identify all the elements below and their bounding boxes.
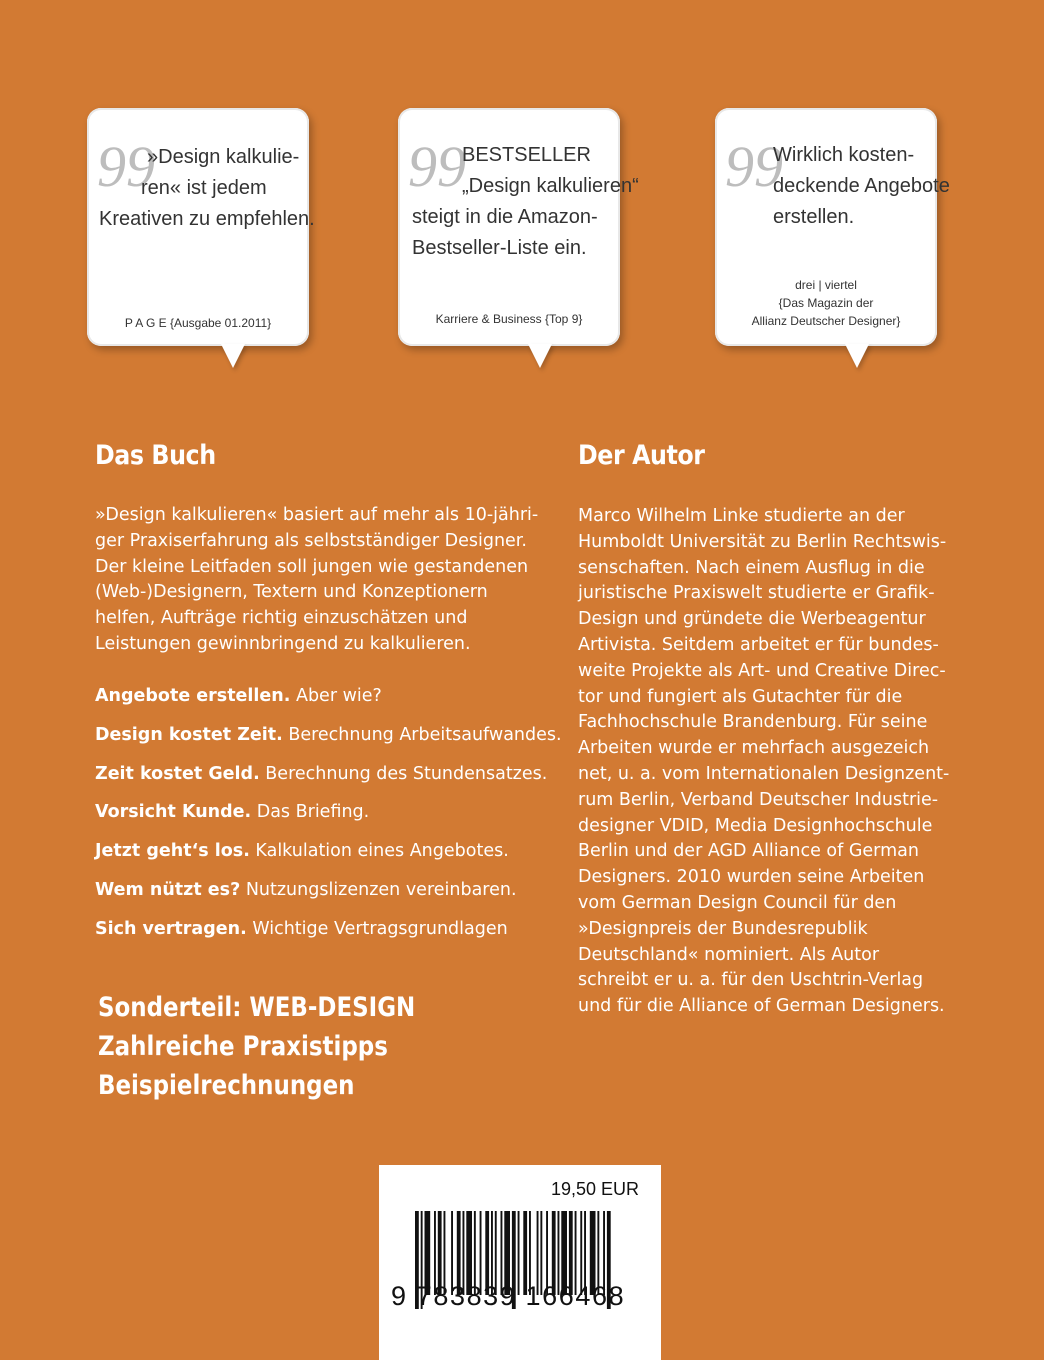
paragraph-line: ger Praxiserfahrung als selbstständiger Designer. [95, 530, 527, 551]
paragraph-line: schreibt er u. a. für den Uschtrin-Verlag [578, 970, 924, 991]
paragraph-line: »Design kalkulieren« basiert auf mehr als 10-jähri- [95, 505, 539, 525]
special-features [98, 988, 415, 1105]
quote-box-page [87, 108, 315, 346]
paragraph-line: designer VDID, Media Designhochschule [578, 815, 933, 836]
chapter-desc: Nutzungslizenzen vereinbaren. [240, 879, 517, 900]
quote-line: »Design kalkulie- [147, 146, 300, 168]
feature-line: Zahlreiche Praxistipps [98, 1031, 388, 1062]
paragraph-line: vom German Design Council für den [578, 892, 897, 913]
chapter-item [95, 878, 562, 902]
quote-line: Kreativen zu empfehlen. [99, 208, 315, 230]
quote-mark-icon: 99 [725, 134, 783, 199]
quote-source: Karriere & Business {Top 9} [435, 312, 583, 326]
chapter-title: Wem nützt es? [95, 879, 241, 900]
paragraph-line: Leistungen gewinnbringend zu kalkulieren. [95, 633, 471, 654]
paragraph-line: »Designpreis der Bundesrepublik [578, 918, 868, 939]
paragraph-line: (Web-)Designern, Textern und Konzeptionern [95, 582, 488, 603]
chapter-desc: Wichtige Vertragsgrundlagen [246, 918, 508, 939]
chapter-item [95, 917, 562, 941]
paragraph-line: und für die Alliance of German Designers. [578, 996, 945, 1017]
autor-paragraph [578, 504, 949, 1020]
paragraph-line: Arbeiten wurde er mehrfach ausgezeich [578, 738, 930, 759]
paragraph-line: juristische Praxiswelt studierte er Grafik- [578, 583, 935, 604]
chapter-desc: Das Briefing. [251, 802, 370, 823]
chapter-item [95, 800, 562, 824]
chapter-title: Design kostet Zeit. [95, 724, 283, 745]
chapter-desc: Berechnung Arbeitsaufwandes. [282, 724, 562, 745]
quote-source-line: {Das Magazin der [778, 296, 874, 310]
quote-line: ren« ist jedem [141, 177, 267, 199]
paragraph-line: Designers. 2010 wurden seine Arbeiten [578, 867, 925, 888]
chapter-desc: Aber wie? [290, 686, 382, 706]
quote-mark-icon: 99 [97, 134, 155, 199]
buch-heading: Das Buch [95, 440, 216, 471]
chapter-item [95, 723, 562, 747]
chapter-title: Vorsicht Kunde. [95, 802, 252, 823]
paragraph-line: rum Berlin, Verband Deutscher Industrie- [578, 789, 939, 810]
quote-mark-icon: 99 [408, 134, 466, 199]
buch-paragraph [95, 503, 538, 658]
paragraph-line: Humboldt Universität zu Berlin Rechtswis- [578, 531, 947, 552]
paragraph-line: Der kleine Leitfaden soll jungen wie gestandenen [95, 556, 529, 577]
chapter-item [95, 684, 562, 708]
paragraph-line: senschaften. Nach einem Ausflug in die [578, 557, 925, 578]
chapter-title: Zeit kostet Geld. [95, 763, 260, 784]
paragraph-line: Fachhochschule Brandenburg. Für seine [578, 712, 928, 733]
quote-box-drei-viertel [715, 108, 950, 346]
price-label: 19,50 EUR [550, 1179, 639, 1199]
quote-line: steigt in die Amazon- [412, 206, 598, 228]
quote-line: „Design kalkulieren“ [462, 175, 639, 197]
autor-heading: Der Autor [578, 440, 705, 471]
chapter-list [95, 684, 562, 956]
quote-line: deckende Angebote [773, 175, 950, 197]
quote-source: P A G E {Ausgabe 01.2011} [124, 316, 272, 330]
quote-line: Wirklich kosten- [773, 144, 915, 166]
paragraph-line: net, u. a. vom Internationalen Designzent- [578, 763, 950, 784]
chapter-item [95, 839, 562, 863]
paragraph-line: Design und gründete die Werbeagentur [578, 609, 926, 630]
isbn-digits: 9 783839 166468 [391, 1281, 626, 1311]
quote-source [723, 276, 929, 330]
chapter-item [95, 762, 562, 786]
quote-source-line: Allianz Deutscher Designer} [751, 314, 901, 328]
paragraph-line: Berlin und der AGD Alliance of German [578, 841, 919, 862]
chapter-desc: Berechnung des Stundensatzes. [259, 763, 548, 784]
quote-source-line: drei | viertel [795, 278, 857, 292]
quote-text [412, 140, 639, 264]
quote-line: erstellen. [773, 206, 855, 228]
feature-line: Sonderteil: WEB-DESIGN [98, 992, 416, 1023]
paragraph-line: weite Projekte als Art- und Creative Direc- [578, 660, 946, 681]
quote-line: BESTSELLER [462, 144, 591, 166]
quote-text [773, 140, 950, 233]
quote-text [99, 142, 315, 235]
paragraph-line: Marco Wilhelm Linke studierte an der [578, 506, 905, 526]
paragraph-line: Artivista. Seitdem arbeitet er für bundes- [578, 634, 939, 655]
quote-box-bestseller [398, 108, 639, 346]
feature-line: Beispielrechnungen [98, 1070, 355, 1101]
paragraph-line: tor und fungiert als Gutachter für die [578, 686, 903, 707]
chapter-title: Jetzt geht‘s los. [95, 841, 250, 862]
chapter-title: Sich vertragen. [95, 918, 247, 939]
chapter-title: Angebote erstellen. [95, 686, 291, 706]
barcode-box [379, 1165, 661, 1360]
paragraph-line: helfen, Aufträge richtig einzuschätzen und [95, 608, 468, 629]
paragraph-line: Deutschland« nominiert. Als Autor [578, 944, 880, 965]
chapter-desc: Kalkulation eines Angebotes. [249, 841, 509, 862]
quote-line: Bestseller-Liste ein. [412, 237, 587, 259]
